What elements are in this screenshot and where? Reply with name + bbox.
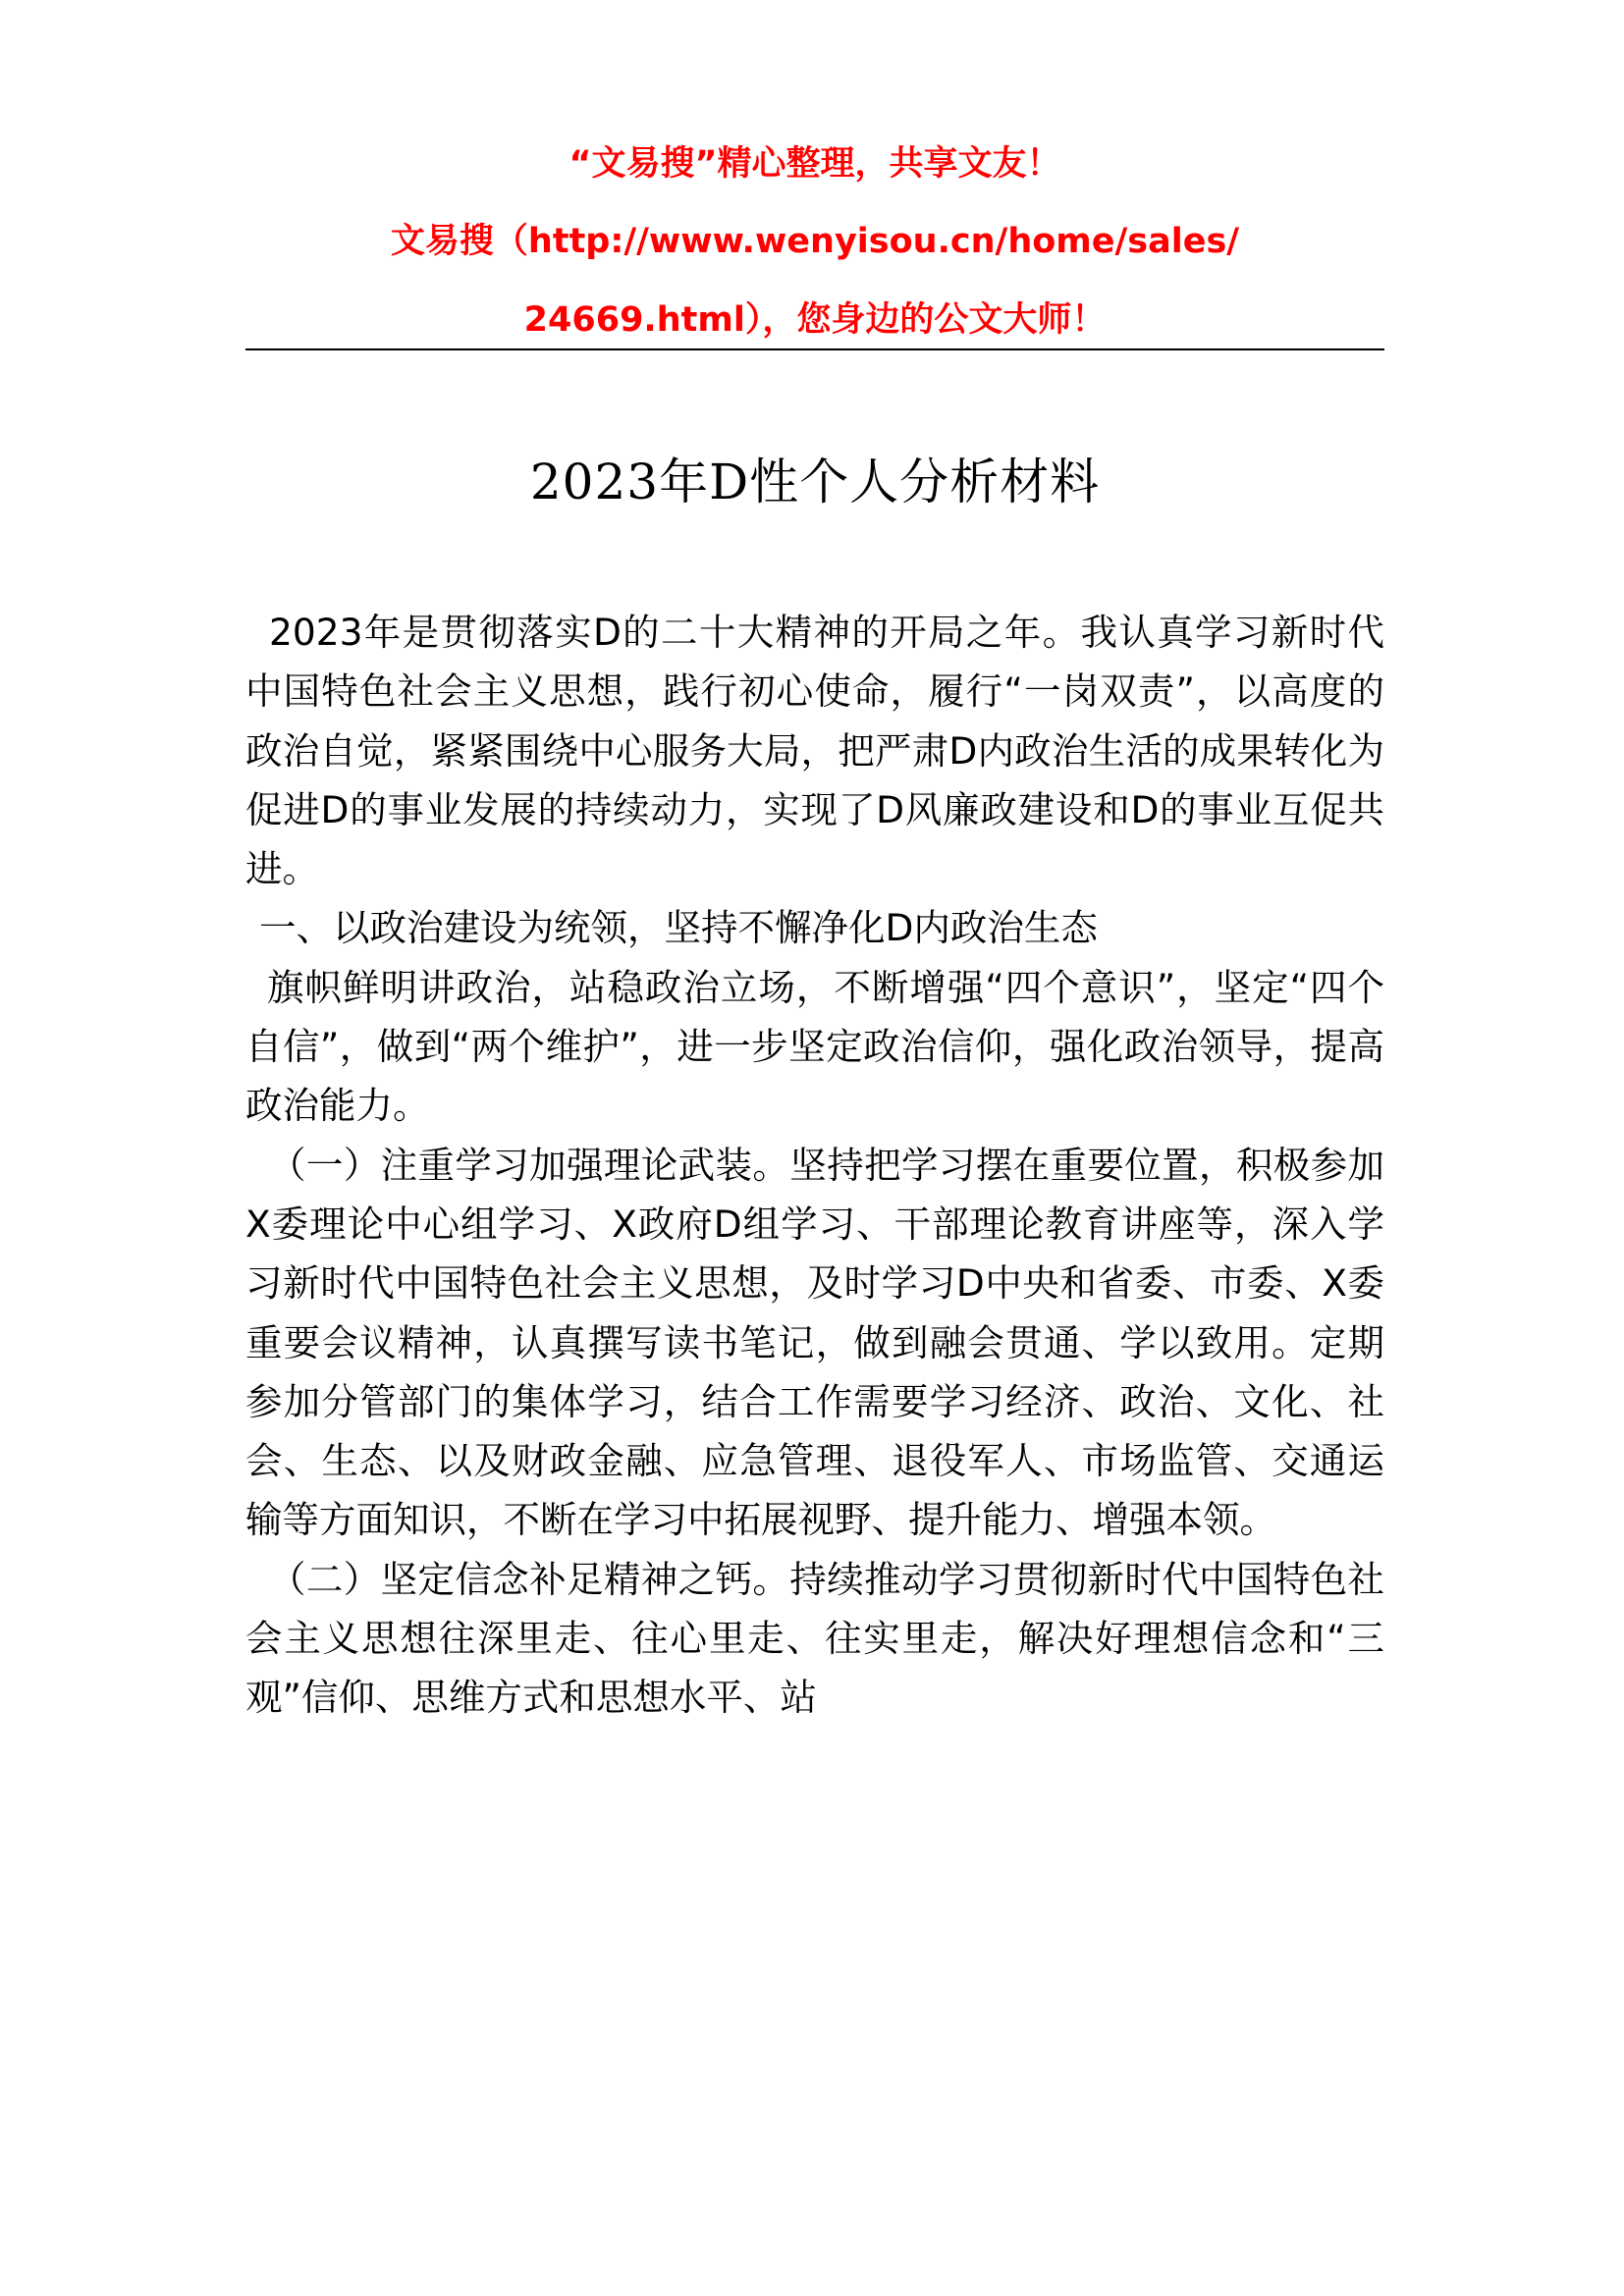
subsection-2-paragraph: （二）坚定信念补足精神之钙。持续推动学习贯彻新时代中国特色社会主义思想往深里走、往心里走、往实里走，解决好理想信念和“三观”信仰、思维方式和思想水平、站 xyxy=(245,1557,1384,1720)
intro-paragraph: 2023年是贯彻落实D的二十大精神的开局之年。我认真学习新时代中国特色社会主义思想，践行初心使命，履行“一岗双责”，以高度的政治自觉，紧紧围绕中心服务大局，把严肃D内政治生活的成果转化为促进D的事业发展的持续动力，实现了D风廉政建设和D的事业互促共进。 xyxy=(245,611,1384,891)
document-title: 2023年D性个人分析材料 xyxy=(529,454,1101,510)
banner-line-3-link[interactable]: 24669.html），您身边的公文大师！ xyxy=(523,300,1107,340)
document-body xyxy=(245,603,1384,1728)
section-heading-1: 一、以政治建设为统领，坚持不懈净化D内政治生态 xyxy=(259,906,1098,950)
banner-line-1: “文易搜”精心整理，共享文友！ xyxy=(568,144,1061,184)
banner-line-2-link[interactable]: 文易搜（http://www.wenyisou.cn/home/sales/ xyxy=(390,222,1240,261)
subsection-1-paragraph: （一）注重学习加强理论武装。坚持把学习摆在重要位置，积极参加X委理论中心组学习、X政府D组学习、干部理论教育讲座等，深入学习新时代中国特色社会主义思想，及时学习D中央和省委、市委、X委重要会议精神，认真撰写读书笔记，做到融会贯通、学以致用。定期参加分管部门的集体学习，结合工作需要学习经济、政治、文化、社会、生态、以及财政金融、应急管理、退役军人、市场监管、交通运输等方面知识，不断在学习中拓展视野、提升能力、增强本领。 xyxy=(245,1143,1384,1542)
section-1-paragraph: 旗帜鲜明讲政治，站稳政治立场，不断增强“四个意识”，坚定“四个自信”，做到“两个维护”，进一步坚定政治信仰，强化政治领导，提高政治能力。 xyxy=(245,965,1384,1128)
header-divider xyxy=(245,348,1384,350)
